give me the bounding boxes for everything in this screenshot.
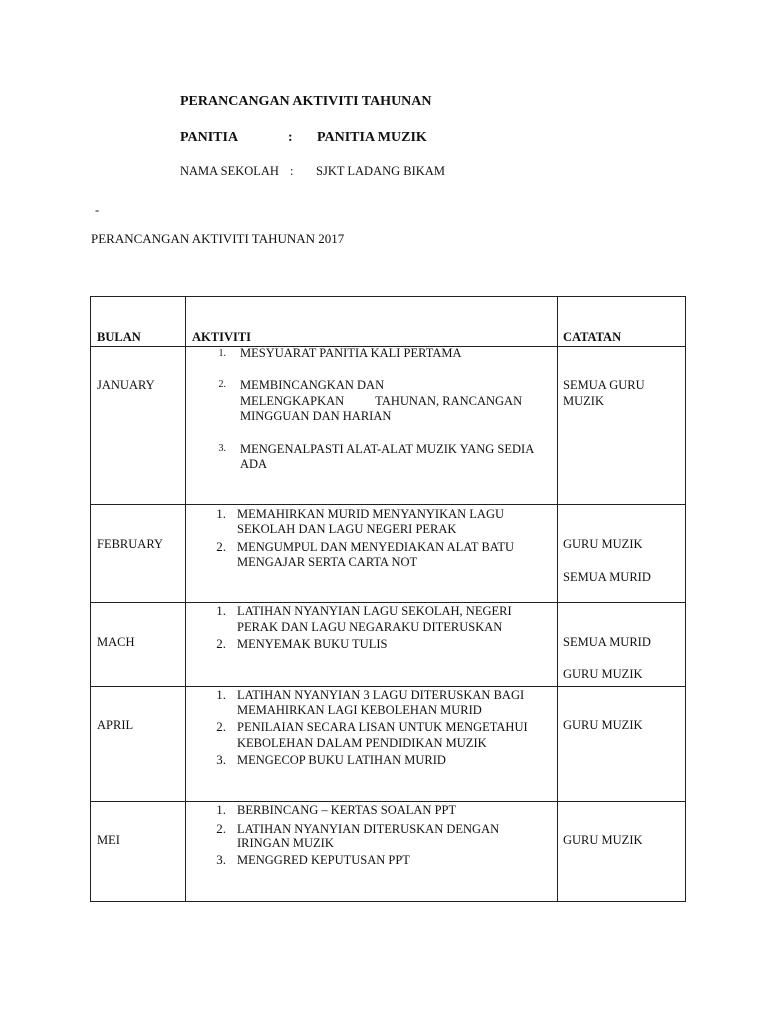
table-divider-catatan [557, 296, 558, 902]
item-number: 1. [216, 603, 226, 618]
activity-item-line: IRINGAN MUZIK [237, 836, 334, 850]
activity-item-line: MENGAJAR SERTA CARTA NOT [237, 555, 418, 569]
month-cell: MACH [97, 635, 135, 649]
month-cell: JANUARY [97, 378, 155, 392]
item-number: 2. [216, 821, 226, 836]
item-number: 3. [216, 852, 226, 867]
activity-item-line: SEKOLAH DAN LAGU NEGERI PERAK [237, 522, 457, 536]
panitia-label: PANITIA [180, 130, 239, 145]
activity-item-line: MENGENALPASTI ALAT-ALAT MUZIK YANG SEDIA [240, 442, 535, 456]
item-number: 1. [216, 802, 226, 817]
activity-item-line: MELENGKAPKAN TAHUNAN, RANCANGAN [240, 394, 523, 408]
dash-mark: - [95, 203, 100, 217]
panitia-separator: : [288, 130, 293, 145]
note-line: GURU MUZIK [563, 667, 643, 681]
item-number: 3. [218, 443, 226, 454]
activity-item-line: KEBOLEHAN DALAM PENDIDIKAN MUZIK [237, 736, 487, 750]
table-divider-bulan [185, 296, 186, 902]
month-cell: FEBRUARY [97, 537, 163, 551]
note-line: MUZIK [563, 394, 604, 408]
table-border-top [90, 296, 686, 297]
column-header-catatan: CATATAN [563, 330, 622, 344]
item-number: 2. [216, 719, 226, 734]
note-line: GURU MUZIK [563, 537, 643, 551]
note-line: SEMUA MURID [563, 635, 651, 649]
activity-item-line: ADA [240, 457, 268, 471]
activity-item-line: MESYUARAT PANITIA KALI PERTAMA [240, 346, 462, 360]
item-number: 2. [216, 636, 226, 651]
activity-item-line: PERAK DAN LAGU NEGARAKU DITERUSKAN [237, 620, 503, 634]
panitia-value: PANITIA MUZIK [317, 130, 427, 145]
item-number: 1. [218, 348, 226, 359]
row-divider [90, 504, 686, 505]
document-title: PERANCANGAN AKTIVITI TAHUNAN [180, 94, 432, 109]
activity-item-line: MINGGUAN DAN HARIAN [240, 409, 392, 423]
table-border-bottom [90, 901, 686, 902]
column-header-bulan: BULAN [97, 330, 141, 344]
column-header-aktiviti: AKTIVITI [192, 330, 252, 344]
item-number: 2. [216, 539, 226, 554]
table-border-left [90, 296, 91, 902]
activity-item-line: LATIHAN NYANYIAN 3 LAGU DITERUSKAN BAGI [237, 688, 525, 702]
month-cell: MEI [97, 833, 120, 847]
note-line: GURU MUZIK [563, 833, 643, 847]
activity-item-line: LATIHAN NYANYIAN LAGU SEKOLAH, NEGERI [237, 604, 512, 618]
school-name-value: SJKT LADANG BIKAM [316, 164, 445, 178]
activity-item-line: PENILAIAN SECARA LISAN UNTUK MENGETAHUI [237, 720, 528, 734]
activity-item-line: BERBINCANG – KERTAS SOALAN PPT [237, 803, 457, 817]
activity-item-line: MENYEMAK BUKU TULIS [237, 637, 388, 651]
school-name-label: NAMA SEKOLAH [180, 164, 279, 178]
school-name-separator: : [290, 164, 294, 178]
activity-item-line: MEMAHIRKAN MURID MENYANYIKAN LAGU [237, 507, 505, 521]
activity-item-line: MENGECOP BUKU LATIHAN MURID [237, 753, 446, 767]
activity-item-line: MEMBINCANGKAN DAN [240, 378, 385, 392]
item-number: 2. [218, 379, 226, 390]
activity-item-line: MEMAHIRKAN LAGI KEBOLEHAN MURID [237, 703, 482, 717]
plan-subtitle: PERANCANGAN AKTIVITI TAHUNAN 2017 [91, 231, 345, 246]
item-number: 1. [216, 506, 226, 521]
table-border-right [685, 296, 686, 902]
item-number: 1. [216, 687, 226, 702]
activity-item-line: MENGGRED KEPUTUSAN PPT [237, 853, 410, 867]
note-line: GURU MUZIK [563, 718, 643, 732]
note-line: SEMUA GURU [563, 378, 645, 392]
activity-item-line: MENGUMPUL DAN MENYEDIAKAN ALAT BATU [237, 540, 515, 554]
month-cell: APRIL [97, 718, 134, 732]
item-number: 3. [216, 752, 226, 767]
note-line: SEMUA MURID [563, 570, 651, 584]
activity-item-line: LATIHAN NYANYIAN DITERUSKAN DENGAN [237, 822, 500, 836]
